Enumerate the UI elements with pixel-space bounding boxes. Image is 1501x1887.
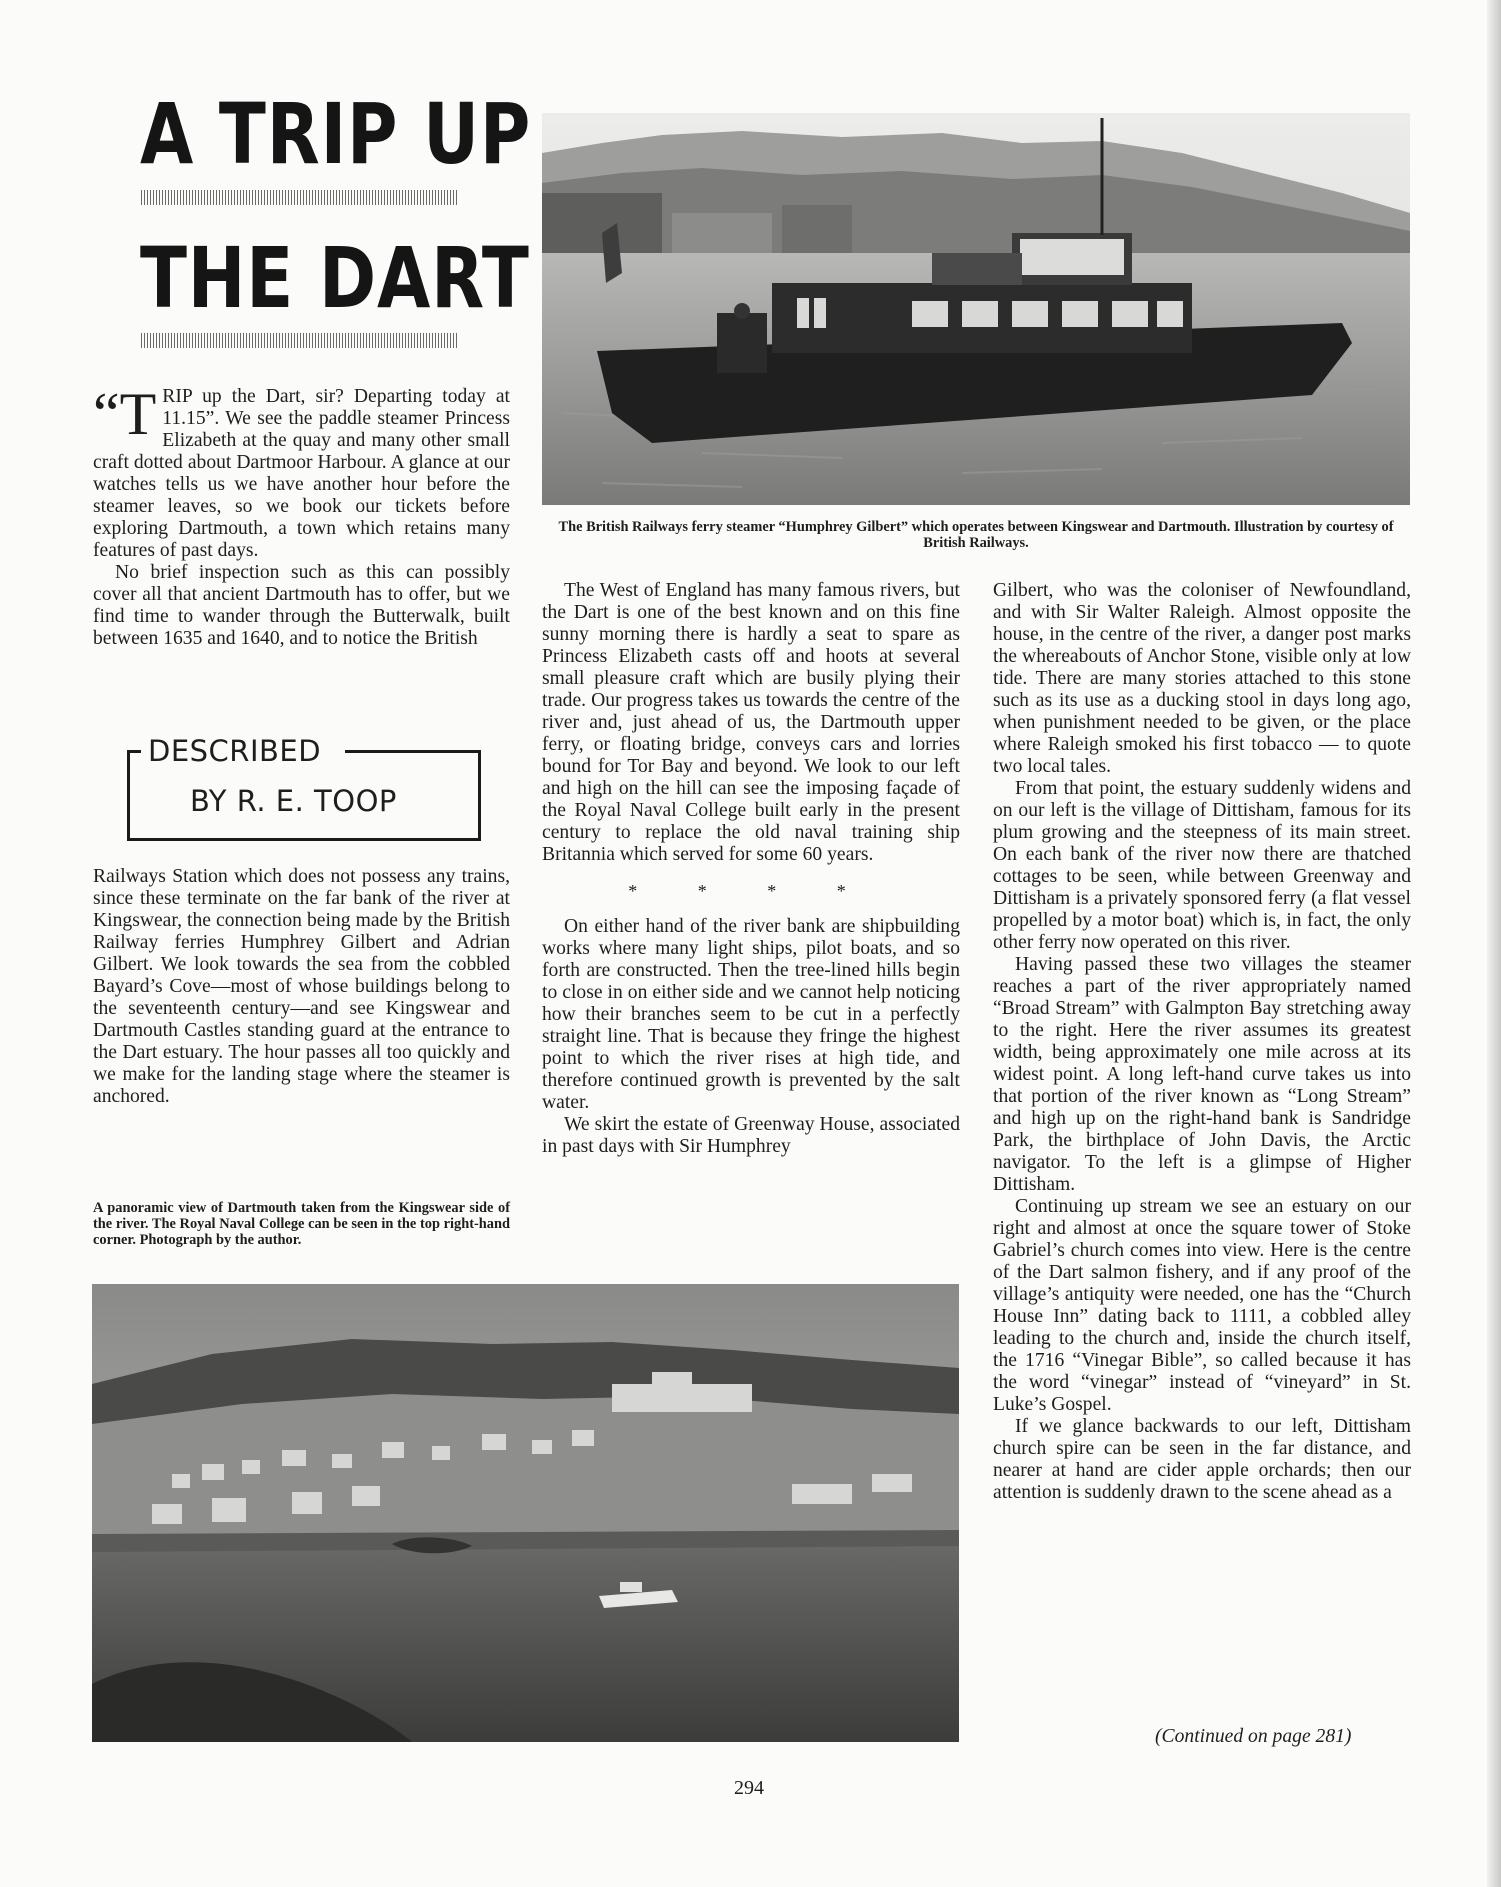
article-title-line-2: THE DART (140, 229, 530, 327)
paragraph: On either hand of the river bank are shipbuilding works where many light ships, pilot boats, and so forth are constructed. Then the tree-lined hills begin to close in on either side and we cannot help noticing how their branches seem to be cut in a perfectly straight line. That is because they fringe the highest point to which the river rises at high tide, and therefore continued growth is prevented by the salt water. (542, 916, 960, 1113)
byline-top-rule-left (127, 750, 141, 753)
drop-cap: “T (93, 381, 157, 447)
column-1-top (93, 381, 510, 650)
ferry-steamer-image (542, 113, 1410, 505)
paragraph: Railways Station which does not possess any trains, since these terminate on the far bank of the river at Kingswear, the connection being made by the British Railway ferries Humphrey Gilbert and Adrian Gilbert. We look towards the sea from the cobbled Bayard’s Cove—most of whose buildings belong to the seventeenth century—and see Kingswear and Dartmouth Castles standing guard at the entrance to the Dart estuary. The hour passes all too quickly and we make for the landing stage where the steamer is anchored. (93, 866, 510, 1107)
paragraph (93, 381, 510, 562)
byline-box (127, 734, 481, 841)
paragraph: If we glance backwards to our left, Dittisham church spire can be seen in the far distance, and nearer at hand are cider apple orchards; then our attention is suddenly drawn to the scene ahead as a (993, 1416, 1411, 1503)
ferry-photo (542, 113, 1410, 505)
column-2 (542, 580, 960, 1158)
panorama-photo (92, 1284, 959, 1742)
paragraph: Having passed these two villages the steamer reaches a part of the river appropriately named “Broad Stream” with Galmpton Bay stretching away to the right. Here the river assumes its greatest width, being approximately one mile across at its widest point. A long left-hand curve takes us into that portion of the river known as “Long Stream” and high up on the right-hand bank is Sandridge Park, the birthplace of John Davis, the Arctic navigator. To the left is a glimpse of Higher Dittisham. (993, 954, 1411, 1195)
article-title-line-1: A TRIP UP (140, 85, 532, 183)
dartmouth-panorama-image (92, 1284, 959, 1742)
page-number: 294 (734, 1777, 764, 1799)
paragraph-text: RIP up the Dart, sir? Departing today at 11.15”. We see the paddle steamer Princess Elizabeth at the quay and many other small craft dotted about Dartmoor Harbour. A glance at our watches tells us we have another hour before the steamer leaves, so we book our tickets before exploring Dartmouth, a town which retains many features of past days. (93, 386, 510, 561)
column-3 (993, 580, 1411, 1504)
byline-described: DESCRIBED (144, 734, 325, 768)
panorama-caption: A panoramic view of Dartmouth taken from the Kingswear side of the river. The Royal Naval College can be seen in the top right-hand corner. Photograph by the author. (93, 1200, 510, 1248)
paragraph: Gilbert, who was the coloniser of Newfoundland, and with Sir Walter Raleigh. Almost opposite the house, in the centre of the river, a danger post marks the whereabouts of Anchor Stone, visible only at low tide. There are many stories attached to this stone such as its use as a ducking stool in days long ago, when punishment needed to be given, or the place where Raleigh smoked his first tobacco — to quote two local tales. (993, 580, 1411, 777)
paragraph: We skirt the estate of Greenway House, associated in past days with Sir Humphrey (542, 1114, 960, 1157)
byline-top-rule-right (345, 750, 481, 753)
paragraph: No brief inspection such as this can possibly cover all that ancient Dartmouth has to offer, but we find time to wander through the Butterwalk, built between 1635 and 1640, and to notice the British (93, 562, 510, 649)
paragraph: The West of England has many famous rivers, but the Dart is one of the best known and on this fine sunny morning there is hardly a seat to spare as Princess Elizabeth casts off and hoots at several small pleasure craft which are busily plying their trade. Our progress takes us towards the centre of the river and, just ahead of us, the Dartmouth upper ferry, or floating bridge, conveys cars and lorries bound for Tor Bay and beyond. We look to our left and high on the hill can see the imposing façade of the Royal Naval College built early in the present century to replace the old naval training ship Britannia which served for some 60 years. (542, 580, 960, 865)
section-break-stars: * * * * (628, 881, 874, 901)
continued-note: (Continued on page 281) (1155, 1726, 1352, 1747)
page-edge-shadow (1487, 0, 1501, 1887)
paragraph: From that point, the estuary suddenly widens and on our left is the village of Dittisham, famous for its plum growing and the steepness of its main street. On each bank of the river now there are thatched cottages to be seen, while between Greenway and Dittisham is a privately sponsored ferry (a flat vessel propelled by a motor boat) which is, in fact, the only other ferry now operated on this river. (993, 778, 1411, 953)
title-rule-1 (141, 190, 459, 205)
column-1-bottom (93, 866, 510, 1108)
paragraph: Continuing up stream we see an estuary on our right and almost at once the square tower of Stoke Gabriel’s church comes into view. Here is the centre of the Dart salmon fishery, and if any proof of the village’s antiquity were needed, one has the “Church House Inn” dating back to 1111, a cobbled alley leading to the church and, inside the church itself, the 1716 “Vinegar Bible”, so called because it has the word “vinegar” instead of “vineyard” in St. Luke’s Gospel. (993, 1196, 1411, 1415)
byline-author: BY R. E. TOOP (190, 784, 397, 818)
title-rule-2 (141, 333, 459, 348)
ferry-caption: The British Railways ferry steamer “Humphrey Gilbert” which operates between Kingswear and Dartmouth. Illustration by courtesy of British Railways. (558, 519, 1394, 551)
